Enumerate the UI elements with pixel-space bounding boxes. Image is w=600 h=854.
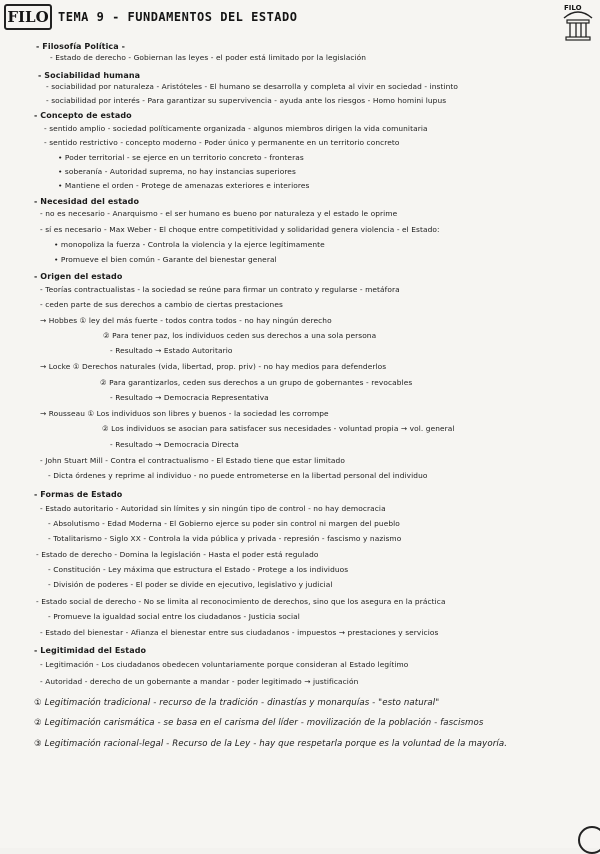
note-line: → Rousseau ① Los individuos son libres y buenos - la sociedad les corrompe <box>40 409 329 418</box>
note-line: - sociabilidad por interés - Para garantizar su supervivencia - ayuda ante los riesgos - Homo homini lupus <box>46 96 447 105</box>
note-line: → Locke ① Derechos naturales (vida, libertad, prop. priv) - no hay medios para defenderlos <box>40 362 387 371</box>
note-line: - Filosofía Política - <box>36 42 126 51</box>
page-corner-mark <box>578 826 600 854</box>
note-line: - Estado de derecho - Domina la legislación - Hasta el poder está regulado <box>36 550 319 559</box>
note-line: - Dicta órdenes y reprime al individuo - no puede entrometerse en la libertad personal del individuo <box>48 471 428 480</box>
note-line: - ceden parte de sus derechos a cambio de ciertas prestaciones <box>40 300 283 309</box>
note-line: • Mantiene el orden - Protege de amenazas exteriores e interiores <box>58 181 310 190</box>
note-line: - Estado del bienestar - Afianza el bienestar entre sus ciudadanos - impuestos → prestaciones y servicios <box>40 628 439 637</box>
note-line: ② Para garantizarlos, ceden sus derechos a un grupo de gobernantes - revocables <box>100 378 413 387</box>
note-line: - Totalitarismo - Siglo XX - Controla la vida pública y privada - represión - fascismo y nazismo <box>48 534 402 543</box>
page-title: TEMA 9 - FUNDAMENTOS DEL ESTADO <box>58 10 298 24</box>
note-line: - Resultado → Estado Autoritario <box>110 346 233 355</box>
logo-label: FILO <box>564 4 582 12</box>
note-line: - Absolutismo - Edad Moderna - El Gobierno ejerce su poder sin control ni margen del pueblo <box>48 519 400 528</box>
note-line: • soberanía - Autoridad suprema, no hay instancias superiores <box>58 167 296 176</box>
note-line: - sí es necesario - Max Weber - El choque entre competitividad y solidaridad genera violencia - el Estado: <box>40 225 440 234</box>
note-line: - Legitimidad del Estado <box>34 646 147 655</box>
note-line: - Autoridad - derecho de un gobernante a mandar - poder legitimado → justificación <box>40 677 359 686</box>
note-line: - no es necesario - Anarquismo - el ser humano es bueno por naturaleza y el estado le oprime <box>40 209 398 218</box>
note-line: - Estado social de derecho - No se limita al reconocimiento de derechos, sino que los asegura en la práctica <box>36 597 446 606</box>
note-line: - Teorías contractualistas - la sociedad se reúne para firmar un contrato y regularse - metáfora <box>40 285 400 294</box>
note-line: ② Legitimación carismática - se basa en el carisma del líder - movilización de la población - fascismos <box>34 718 484 728</box>
note-line: - sentido restrictivo - concepto moderno - Poder único y permanente en un territorio concreto <box>44 138 400 147</box>
note-line: - Concepto de estado <box>34 111 132 120</box>
note-line: - Formas de Estado <box>34 490 123 499</box>
note-line: - Estado de derecho - Gobiernan las leyes - el poder está limitado por la legislación <box>50 53 367 62</box>
note-line: ② Los individuos se asocian para satisfacer sus necesidades - voluntad propia → vol. general <box>102 424 455 433</box>
note-line: → Hobbes ① ley del más fuerte - todos contra todos - no hay ningún derecho <box>40 316 332 325</box>
note-line: - Resultado → Democracia Directa <box>110 440 239 449</box>
subject-label: FILO <box>4 4 52 30</box>
note-line: • Poder territorial - se ejerce en un territorio concreto - fronteras <box>58 153 304 162</box>
note-line: - Constitución - Ley máxima que estructura el Estado - Protege a los individuos <box>48 565 349 574</box>
note-line: - División de poderes - El poder se divide en ejecutivo, legislativo y judicial <box>48 580 333 589</box>
note-line: - Legitimación - Los ciudadanos obedecen voluntariamente porque consideran al Estado legítimo <box>40 660 409 669</box>
note-line: - Necesidad del estado <box>34 197 140 206</box>
note-line: - sentido amplio - sociedad políticamente organizada - algunos miembros dirigen la vida comunitaria <box>44 124 428 133</box>
note-line: - Promueve la igualdad social entre los ciudadanos - Justicia social <box>48 612 300 621</box>
note-line: ② Para tener paz, los individuos ceden sus derechos a una sola persona <box>103 331 377 340</box>
note-line: - Resultado → Democracia Representativa <box>110 393 269 402</box>
note-line: ③ Legitimación racional-legal - Recurso de la Ley - hay que respetarla porque es la voluntad de la mayoría. <box>34 739 508 749</box>
note-line: - Estado autoritario - Autoridad sin límites y sin ningún tipo de control - no hay democracia <box>40 504 386 513</box>
note-line: - sociabilidad por naturaleza - Aristóteles - El humano se desarrolla y completa al vivir en sociedad - instinto <box>46 82 459 91</box>
note-line: • Promueve el bien común - Garante del bienestar general <box>54 255 277 264</box>
note-line: - Sociabilidad humana <box>38 71 141 80</box>
note-line: - Origen del estado <box>34 272 123 281</box>
note-line: • monopoliza la fuerza - Controla la violencia y la ejerce legítimamente <box>54 240 325 249</box>
note-line: ① Legitimación tradicional - recurso de la tradición - dinastías y monarquías - "esto natural" <box>34 698 440 708</box>
note-line: - John Stuart Mill - Contra el contractualismo - El Estado tiene que estar limitado <box>40 456 345 465</box>
